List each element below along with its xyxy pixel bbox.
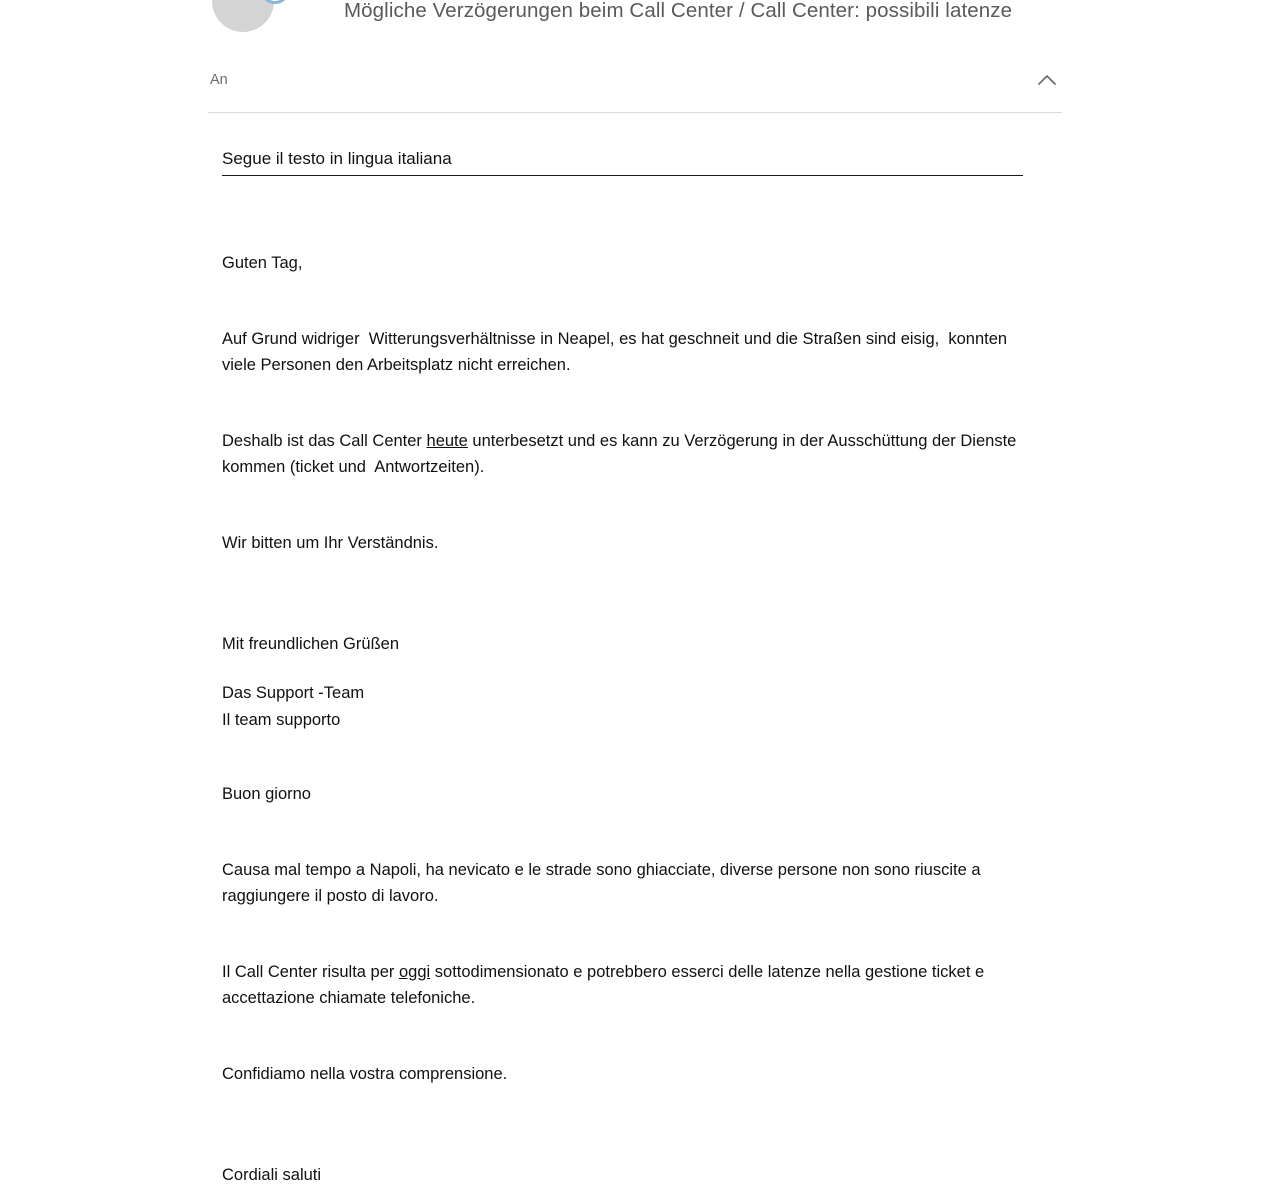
recipients-row	[208, 72, 1062, 104]
german-team: Das Support -Team	[222, 681, 1028, 707]
german-paragraph-1: Auf Grund widriger Witterungsverhältnisse in Neapel, es hat geschneit und die Straßen sind eisig, konnten viele Personen den Arbeitsplatz nicht erreichen.	[222, 327, 1028, 378]
message-subject: Mögliche Verzögerungen beim Call Center / Call Center: possibili latenze	[344, 0, 1044, 26]
italian-closing: Cordiali saluti	[222, 1163, 1028, 1188]
italian-greeting: Buon giorno	[222, 782, 1028, 808]
german-paragraph-2	[222, 429, 1028, 480]
avatar	[212, 0, 274, 32]
body-german-block	[222, 200, 1028, 608]
german-p2-part-b: unterbesetzt und es kann zu Verzögerung in der Ausschüttung der Dienste kommen (ticket und Antwortzeiten).	[222, 432, 1021, 476]
german-greeting: Guten Tag,	[222, 251, 1028, 277]
german-p2-emphasis: heute	[427, 432, 468, 450]
italian-team-clipped: Il team supporto	[222, 708, 622, 720]
italian-paragraph-1: Causa mal tempo a Napoli, ha nevicato e le strade sono ghiacciate, diverse persone non sono riuscite a raggiungere il posto di lavoro.	[222, 858, 1028, 909]
message-header	[208, 0, 1062, 104]
message-body	[222, 146, 1028, 1188]
italian-paragraph-3: Confidiamo nella vostra comprensione.	[222, 1062, 1028, 1088]
german-p2-part-a: Deshalb ist das Call Center	[222, 432, 427, 450]
chevron-up-icon[interactable]	[1034, 68, 1060, 94]
avatar-group	[208, 0, 312, 36]
german-paragraph-3: Wir bitten um Ihr Verständnis.	[222, 531, 1028, 557]
recipients-label: An	[210, 72, 228, 88]
italian-paragraph-2	[222, 960, 1028, 1011]
italian-p2-emphasis: oggi	[399, 963, 430, 981]
german-closing: Mit freundlichen Grüßen	[222, 632, 1028, 658]
body-intro-line: Segue il testo in lingua italiana	[222, 146, 1023, 176]
body-italian-block	[222, 731, 1028, 1139]
italian-p2-part-b: sottodimensionato e potrebbero esserci delle latenze nella gestione ticket e accettazione chiamate telefoniche.	[222, 963, 989, 1007]
header-divider	[208, 112, 1062, 113]
italian-p2-part-a: Il Call Center risulta per	[222, 963, 399, 981]
